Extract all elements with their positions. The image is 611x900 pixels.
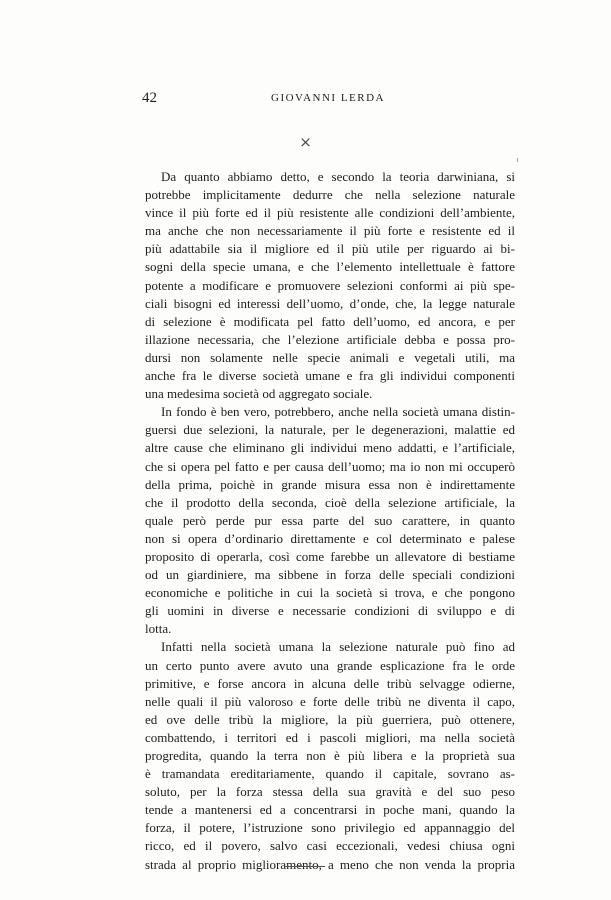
text-line: una medesima società od aggregato sociale. <box>145 386 373 402</box>
running-head: GIOVANNI LERDA <box>271 92 385 104</box>
text-line: progredita, quando la terra non è più libera e la proprietà sua <box>145 748 515 763</box>
text-line: ricco, ed il povero, salvo casi eccezionali, vedesi chiusa ogni <box>145 838 515 854</box>
page-number: 42 <box>142 90 157 106</box>
text-line: sogni della specie umana, e che l’elemento intellettuale è fattore <box>145 259 515 275</box>
paragraph-2 <box>145 403 515 638</box>
text-line: più adattabile sia il migliore ed il più utile per riguardo ai bi- <box>145 241 515 257</box>
text-line: non si opera d’ordinario direttamente e col determinato e palese <box>145 530 515 546</box>
text-line: economiche e politiche in cui la società si trova, e che pongono <box>145 585 515 601</box>
text-line: primitive, e forse ancora in alcuna delle tribù selvagge odierne, <box>145 675 515 691</box>
text-line: è tramandata ereditariamente, quando il capitale, sovrano as- <box>145 766 515 782</box>
text-line: che il prodotto della seconda, cioè della selezione artificiale, la <box>145 494 515 510</box>
text-line: gli uomini in diverse e necessarie condizioni di sviluppo e di <box>145 603 515 619</box>
text-line: soluto, per la forza stessa della sua gravità e del suo peso <box>145 784 515 800</box>
text-line: combattendo, i territori ed i pascoli migliori, ma nella società <box>145 729 515 745</box>
text-line: od un giardiniere, ma sibbene in forza delle speciali condizioni <box>145 567 515 583</box>
text-line: strada al proprio miglioramento, a meno che non venda la propria <box>145 856 515 872</box>
text-line: che si opera pel fatto e per causa dell’uomo; ma io non mi occuperò <box>145 458 515 474</box>
text-line: ciali bisogni ed interessi dell’uomo, d’onde, che, la legge naturale <box>145 295 515 311</box>
body-text <box>145 168 515 874</box>
text-line: Infatti nella società umana la selezione naturale può fino ad <box>161 639 515 655</box>
text-line: anche fra le diverse società umane e fra gli individui componenti <box>145 368 515 384</box>
text-line: di selezione è modificata pel fatto dell’uomo, ed ancora, e per <box>145 313 515 329</box>
page-header <box>142 90 514 112</box>
text-line: della prima, poichè in grande misura essa non è indirettamente <box>145 476 515 492</box>
text-line: In fondo è ben vero, potrebbero, anche nella società umana distin- <box>161 404 515 420</box>
text-line: altre cause che eliminano gli individui meno addatti, e l’artificiale, <box>145 440 515 456</box>
text-line: quale però perde pur essa parte del suo carattere, in quanto <box>145 512 515 528</box>
text-line: ed ove delle tribù la migliore, la più guerriera, può ottenere, <box>145 711 515 727</box>
text-line: nelle quali il più valoroso e forte delle tribù ne diventa il capo, <box>145 693 515 709</box>
text-line: guersi due selezioni, la naturale, per le degenerazioni, malattie ed <box>145 422 515 438</box>
footer-rule <box>285 866 325 867</box>
text-line: Da quanto abbiamo detto, e secondo la teoria darwiniana, si <box>161 169 515 184</box>
text-line: potente a modificare e promuovere selezioni conformi ai più spe- <box>145 277 515 293</box>
text-line: ma anche che non necessariamente il più forte e resistente ed il <box>145 223 515 239</box>
section-mark: × <box>299 133 312 151</box>
text-line: vince il più forte ed il più resistente alle condizioni dell’ambiente, <box>145 205 515 221</box>
paragraph-3 <box>145 638 515 873</box>
text-line: lotta. <box>145 621 172 637</box>
margin-mark <box>517 158 518 162</box>
text-line: tende a mantenersi ed a concentrarsi in poche mani, quando la <box>145 802 515 818</box>
text-line: illazione necessaria, che l’elezione artificiale debba e possa pro- <box>145 331 515 347</box>
text-line: proposito di operarla, così come farebbe un allevatore di bestiame <box>145 548 515 564</box>
text-line: potrebbe implicitamente dedurre che nella selezione naturale <box>145 187 515 203</box>
text-line: forza, il potere, l’istruzione sono privilegio ed appannaggio del <box>145 820 515 836</box>
paragraph-1 <box>145 168 515 403</box>
text-line: un certo punto avere avuto una grande esplicazione fra le orde <box>145 657 515 673</box>
text-line: dursi non solamente nelle specie animali e vegetali utili, ma <box>145 349 515 365</box>
